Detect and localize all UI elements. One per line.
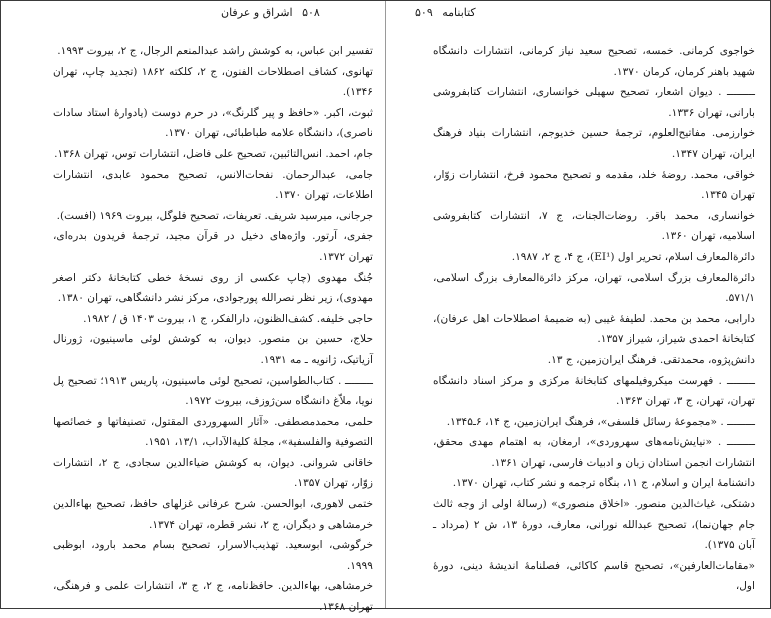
bibliography-entry: تهانوی، کشاف اصطلاحات الفنون، ج ۲، کلکته ۱۸۶۲ (تجدید چاپ، تهران ۱۳۴۶). — [53, 65, 373, 99]
bibliography-entry: دائرة‌المعارف بزرگ اسلامی، تهران، مرکز دائرة‌المعارف بزرگ اسلامی، ۵۷۱/۱. — [433, 271, 755, 305]
bibliography-entry: خوارزمی. مفاتیح‌العلوم، ترجمهٔ حسین خدیوجم، انتشارات بنیاد فرهنگ ایران، تهران ۱۳۴۷. — [433, 127, 755, 160]
right-page-header — [415, 6, 476, 19]
bibliography-entry: جرجانی، میرسید شریف. تعریفات، تصحیح فلوگل، بیروت ۱۹۶۹ (افست). — [56, 209, 373, 222]
bibliography-entry: دانش‌پژوه، محمدتقی. فرهنگ ایران‌زمین، ج ۱۳. — [547, 353, 755, 366]
left-page-number: ۵۰۸ — [302, 6, 320, 19]
bibliography-entry: ثبوت، اکبر. «حافظ و پیر گلرنگ»، در حرم دوست (یادوارهٔ استاد سادات ناصری)، دانشگاه علامه طباطبائی، تهران ۱۳۷۰. — [53, 106, 373, 140]
bibliography-entry: دشتکی، غیاث‌الدین منصور. «اخلاق منصوری» (رسالهٔ اولی از وجه ثالث جام جهان‌نما)، تصحیح عبدالله نورانی، معارف، دورهٔ ۱۳، ش ۲ (مرداد ـ آبان ۱۳۷۵). — [433, 498, 755, 552]
bibliography-entry: تفسیر ابن عباس، به کوشش راشد عبدالمنعم الرجال، ج ۲، بیروت ۱۹۹۳. — [57, 45, 373, 57]
bibliography-entry: دانشنامهٔ ایران و اسلام، ج ۱۱، بنگاه ترجمه و نشر کتاب، تهران ۱۳۷۰. — [452, 477, 755, 490]
bibliography-entry: حلمی، محمدمصطفی. «آثار السهروردی المقتول، تصنیفاتها و خصائصها التصوفیة والفلسفیة»، مجلهٔ کلیة‌الآداب، ۱۳/۱، ۱۹۵۱. — [53, 415, 373, 449]
bibliography-entry: حلاج، حسین بن منصور. دیوان، به کوشش لوئی ماسینیون، ژورنال آزیاتیک، ژانویه ـ مه ۱۹۳۱. — [53, 333, 373, 366]
bibliography-entry: ـــــــــ . فهرست میکروفیلمهای کتابخانهٔ مرکزی و مرکز اسناد دانشگاه تهران، تهران، ج ۳، تهران ۱۳۶۳. — [433, 374, 755, 408]
left-page-header — [221, 6, 320, 19]
bibliography-entry: جفری، آرتور. واژه‌های دخیل در قرآن مجید، ترجمهٔ فریدون بدره‌ای، تهران ۱۳۷۲. — [53, 230, 373, 263]
right-running-title: کتابنامه — [442, 6, 476, 19]
bibliography-entry: ـــــــــ . دیوان اشعار، تصحیح سهیلی خوانساری، انتشارات کتابفروشی بارانی، تهران ۱۳۳۶. — [433, 86, 755, 119]
right-page-number: ۵۰۹ — [415, 6, 433, 19]
bibliography-entry: ـــــــــ . «مجموعهٔ رسائل فلسفی»، فرهنگ ایران‌زمین، ج ۱۴، ۶ـ۱۳۴۵. — [446, 415, 755, 428]
bibliography-entry: جامی، عبدالرحمان. نفحات‌الانس، تصحیح محمود عابدی، انتشارات اطلاعات، تهران ۱۳۷۰. — [53, 168, 373, 202]
bibliography-entry: ـــــــــ . «نیایش‌نامه‌های سهروردی»، ارمغان، به اهتمام مهدی محقق، انتشارات انجمن استادان زبان و ادبیات فارسی، تهران ۱۳۶۱. — [433, 436, 755, 469]
bibliography-entry: خاقانی شروانی. دیوان، به کوشش ضیاءالدین سجادی، ج ۲، انتشارات زوّار، تهران ۱۳۵۷. — [53, 456, 373, 490]
right-bibliography-list — [433, 41, 755, 597]
bibliography-entry: دائرة‌المعارف اسلام، تحریر اول (EI¹)، ج ۴، ج ۲، ۱۹۸۷. — [511, 250, 755, 263]
bibliography-entry: خرگوشی، ابوسعید. تهذیب‌الاسرار، تصحیح بسام محمد بارود، ابوظبی ۱۹۹۹. — [53, 539, 373, 572]
bibliography-entry: «مقامات‌العارفین»، تصحیح قاسم کاکائی، فصلنامهٔ اندیشهٔ دینی، دورهٔ اول، — [433, 559, 755, 593]
bibliography-entry: جُنگ مهدوی (چاپ عکسی از روی نسخهٔ خطی کتابخانهٔ دکتر اصغر مهدوی)، زیر نظر نصرالله پورجوادی، مرکز نشر دانشگاهی، تهران ۱۳۸۰. — [53, 271, 373, 305]
bibliography-entry: ختمی لاهوری، ابوالحسن. شرح عرفانی غزلهای حافظ، تصحیح بهاءالدین خرمشاهی و دیگران، ج ۲، نشر قطره، تهران ۱۳۷۴. — [53, 498, 373, 531]
bibliography-entry: ـــــــــ . کتاب‌الطواسین، تصحیح لوئی ماسینیون، پاریس ۱۹۱۳؛ تصحیح پل نویا، ملاّغ دانشگاه سن‌ژوزف، بیروت ۱۹۷۲. — [53, 374, 373, 408]
bibliography-entry: خواجوی کرمانی. خمسه، تصحیح سعید نیاز کرمانی، انتشارات دانشگاه شهید باهنر کرمان، کرمان ۱۳۷۰. — [433, 45, 755, 78]
bibliography-entry: جام، احمد. انس‌التائبین، تصحیح علی فاضل، انتشارات توس، تهران ۱۳۶۸. — [54, 147, 373, 160]
bibliography-entry: دارابی، محمد بن محمد. لطیفهٔ غیبی (به ضمیمهٔ اصطلاحات اهل عرفان)، کتابخانهٔ احمدی شیراز، شیراز ۱۳۵۷. — [433, 312, 755, 346]
bibliography-entry: خرمشاهی، بهاءالدین. حافظ‌نامه، ج ۲، ج ۳، انتشارات علمی و فرهنگی، تهران ۱۳۶۸. — [53, 580, 373, 614]
left-bibliography-list — [53, 41, 373, 618]
bibliography-entry: خوانساری، محمد باقر. روضات‌الجنات، ج ۷، انتشارات کتابفروشی اسلامیه، تهران ۱۳۶۰. — [433, 209, 755, 243]
bibliography-entry: حاجی خلیفه. کشف‌الظنون، دارالفکر، ج ۱، بیروت ۱۴۰۳ ق / ۱۹۸۲. — [83, 312, 373, 325]
left-running-title: اشراق و عرفان — [221, 6, 293, 19]
bibliography-entry: خواقی، محمد. روضهٔ خلد، مقدمه و تصحیح محمود فرخ، انتشارات زوّار، تهران ۱۳۴۵. — [433, 168, 755, 202]
